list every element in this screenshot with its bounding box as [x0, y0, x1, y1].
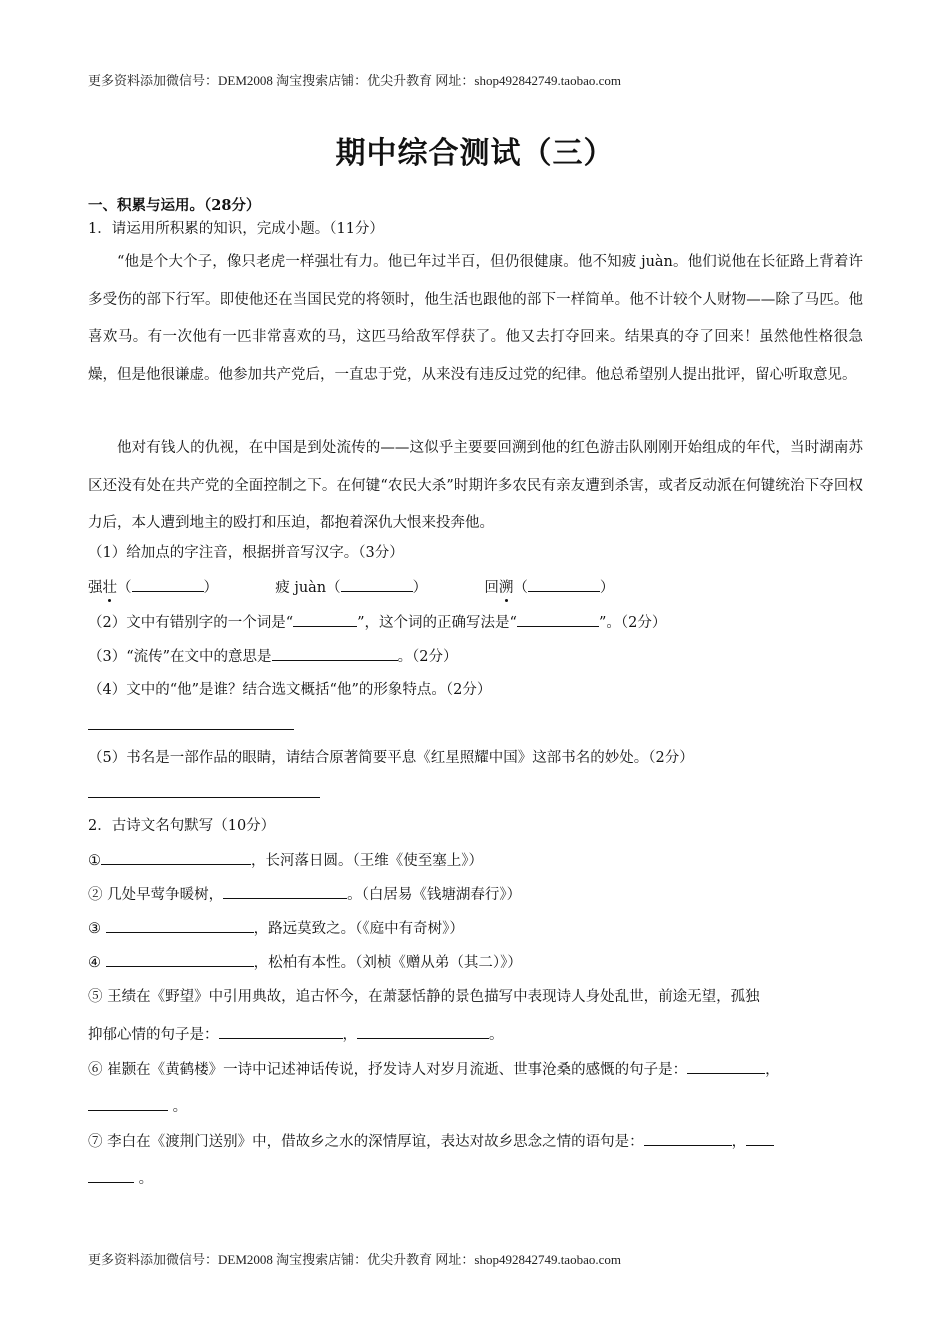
poem-6-blank-2[interactable] [88, 1096, 168, 1111]
item-1-close: ） [203, 580, 218, 596]
section-heading: 一、积累与运用。（28分） [88, 197, 261, 214]
poem-5-text-a: 抑郁心情的句子是： [88, 1027, 219, 1043]
page-footer: 更多资料添加微信号：DEM2008 淘宝搜索店铺：优尖升教育 网址：shop492842749.taobao.com [88, 1252, 621, 1267]
poem-6-end: 。 [168, 1099, 188, 1115]
poem-line-2 [88, 884, 521, 905]
poem-1-blank[interactable] [101, 850, 251, 865]
passage-paragraph-1: “他是个大个子，像只老虎一样强壮有力。他已年过半百，但仍很健康。他不知疲 juàn。他们说他在长征路上背着许多受伤的部下行军。即使他还在当国民党的将领时，他生活也跟他的部下一样简单。他不计较个人财物——除了马匹。他喜欢马。有一次他有一匹非常喜欢的马，这匹马给敌军俘获了。他又去打夺回来。结果真的夺了回来！虽然他性格很急燥，但是他很谦虚。他参加共产党后，一直忠于党，从来没有违反过党的纪律。他总希望别人提出批评，留心听取意见。 [88, 254, 863, 383]
poem-5-blank-1[interactable] [219, 1024, 343, 1039]
item-3-char: 回 [484, 580, 499, 596]
subquestion-3 [88, 646, 458, 667]
sub2-blank-1[interactable] [293, 612, 357, 627]
sub2-text-c: ”。（2分） [598, 615, 667, 631]
item-1-dotted-char: 壮 [102, 580, 117, 596]
sub5-answer-line[interactable] [88, 797, 320, 798]
item-1-open: （ [117, 580, 132, 596]
poem-1-number: ① [88, 853, 101, 869]
subquestion-5: （5）书名是一部作品的眼睛，请结合原著简要平息《红星照耀中国》这部书名的妙处。（2分） [88, 750, 694, 766]
poem-4-blank[interactable] [106, 952, 254, 967]
poem-item-5-line-2 [88, 1024, 504, 1045]
poem-3-number: ③ [88, 921, 106, 937]
sub3-text-b: 。（2分） [397, 649, 458, 665]
poem-7-blank-2a[interactable] [746, 1131, 774, 1146]
pinyin-items-row [88, 577, 614, 598]
sub2-text-a: （2）文中有错别字的一个词是“ [88, 615, 294, 631]
poem-7-text-a: ⑦ 李白在《渡荆门送别》中，借故乡之水的深情厚谊，表达对故乡思念之情的语句是： [88, 1134, 644, 1150]
item-3-dotted-char: 溯 [498, 580, 514, 596]
poem-7-blank-2b[interactable] [88, 1168, 134, 1183]
sub2-text-b: ”，这个词的正确写法是“ [357, 615, 517, 631]
poem-6-text-a: ⑥ 崔颢在《黄鹤楼》一诗中记述神话传说，抒发诗人对岁月流逝、世事沧桑的感慨的句子是： [88, 1062, 688, 1078]
poem-item-7-line-1 [88, 1131, 774, 1152]
poem-6-text-b: ， [765, 1062, 780, 1078]
poem-3-blank[interactable] [106, 918, 254, 933]
poem-line-3 [88, 918, 464, 939]
item-1-char: 强 [88, 580, 103, 596]
sub3-text-a: （3）“流传”在文中的意思是 [88, 649, 272, 665]
page-header: 更多资料添加微信号：DEM2008 淘宝搜索店铺：优尖升教育 网址：shop492842749.taobao.com [88, 73, 621, 88]
poem-2-text-a: ② 几处早莺争暖树， [88, 887, 224, 903]
subquestion-1: （1）给加点的字注音，根据拼音写汉字。（3分） [88, 545, 404, 561]
poem-4-number: ④ [88, 955, 106, 971]
subquestion-2 [88, 612, 666, 633]
item-2-blank[interactable] [341, 577, 413, 592]
item-3-close: ） [599, 580, 615, 596]
sub2-blank-2[interactable] [517, 612, 599, 627]
poem-7-blank-1[interactable] [644, 1131, 732, 1146]
poem-5-blank-2[interactable] [357, 1024, 489, 1039]
poem-6-blank-1[interactable] [687, 1059, 765, 1074]
poem-2-text-b: 。（白居易《钱塘湖春行》） [347, 887, 522, 903]
passage-paragraph-2: 他对有钱人的仇视，在中国是到处流传的——这似乎主要要回溯到他的红色游击队刚刚开始组成的年代，当时湖南苏区还没有处在共产党的全面控制之下。在何键“农民大杀”时期许多农民有亲友遭到杀害，或者反动派在何键统治下夺回权力后，本人遭到地主的殴打和压迫，都抱着深仇大恨来投奔他。 [88, 440, 863, 531]
item-2-close: ） [412, 580, 428, 596]
poem-7-text-b: ， [731, 1134, 747, 1150]
poem-4-text: ，松柏有本性。（刘桢《赠从弟（其二）》） [253, 955, 522, 971]
question-2-stem: 2．古诗文名句默写（10分） [88, 818, 276, 834]
poem-item-6-line-2 [88, 1096, 187, 1117]
poem-5-text-c: 。 [489, 1027, 504, 1043]
sub3-blank[interactable] [272, 646, 398, 661]
question-1-stem: 1．请运用所积累的知识，完成小题。（11分） [88, 221, 384, 237]
item-1-blank[interactable] [132, 577, 204, 592]
poem-line-1 [88, 850, 483, 871]
poem-line-4 [88, 952, 522, 973]
item-2-open: （ [326, 580, 341, 596]
page-title: 期中综合测试（三） [335, 136, 615, 171]
item-2-text: 疲 juàn [275, 580, 327, 596]
sub4-answer-line[interactable] [88, 729, 294, 730]
poem-7-end: 。 [134, 1171, 154, 1187]
poem-item-6-line-1 [88, 1059, 780, 1080]
poem-item-7-line-2 [88, 1168, 153, 1189]
item-3-open: （ [513, 580, 528, 596]
poem-5-text-b: ， [342, 1027, 357, 1043]
poem-2-blank[interactable] [223, 884, 347, 899]
poem-1-text: ，长河落日圆。（王维《使至塞上》） [251, 853, 483, 869]
item-3-blank[interactable] [528, 577, 600, 592]
poem-3-text: ，路远莫致之。（《庭中有奇树》） [253, 921, 464, 937]
subquestion-4: （4）文中的“他”是谁？结合选文概括“他”的形象特点。（2分） [88, 682, 492, 698]
poem-item-5-line-1: ⑤ 王绩在《野望》中引用典故，追古怀今，在萧瑟恬静的景色描写中表现诗人身处乱世，前途无望，孤独 [88, 989, 760, 1005]
